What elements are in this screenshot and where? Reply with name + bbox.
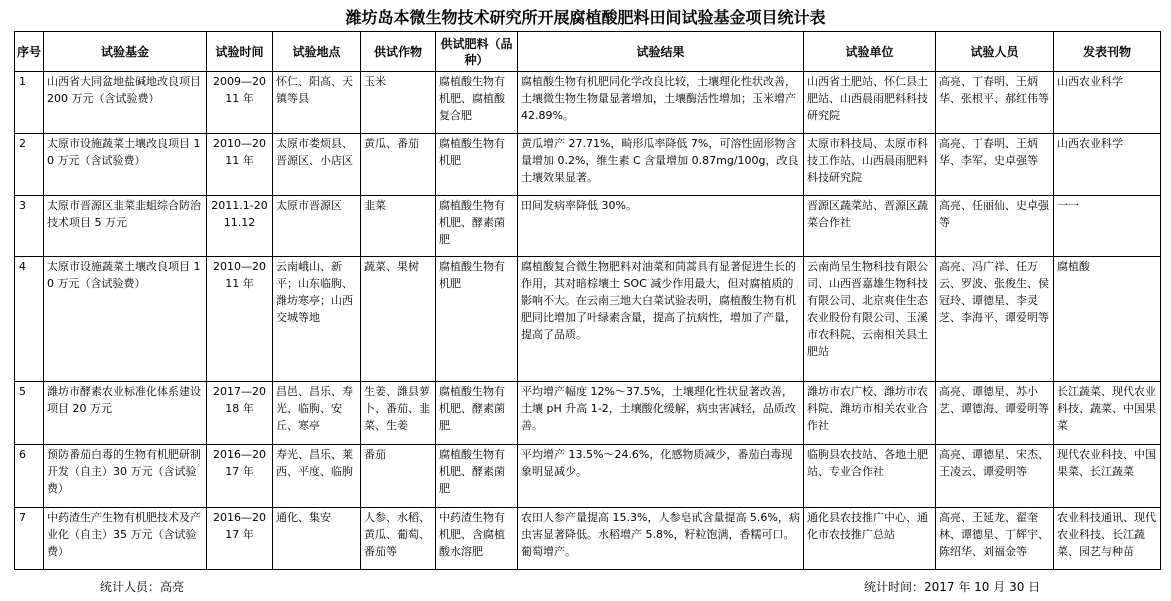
cell-staff: 高亮、谭德星、宋杰、王凌云、谭爱明等: [936, 445, 1054, 508]
header-location: 试验地点: [273, 32, 361, 72]
cell-no: 1: [15, 72, 44, 134]
table-row: [15, 445, 1161, 508]
cell-journal: 农业科技通讯、现代农业科技、长江蔬菜、园艺与种苗: [1054, 508, 1161, 570]
table-row: [15, 134, 1161, 196]
cell-fertilizer: 腐植酸生物有机肥: [436, 134, 518, 196]
header-fund: 试验基金: [44, 32, 207, 72]
header-crop: 供试作物: [361, 32, 436, 72]
header-staff: 试验人员: [936, 32, 1054, 72]
cell-staff: 高亮、冯广祥、任万云、罗波、张俊生、侯冠玲、谭德星、李灵芝、李海平、谭爱明等: [936, 257, 1054, 382]
cell-unit: 山西省土肥站、怀仁县土肥站、山西晨雨肥料科技研究院: [804, 72, 936, 134]
cell-fertilizer: 腐植酸生物有机肥、腐植酸复合肥: [436, 72, 518, 134]
cell-crop: 生姜、潍县萝卜、番茄、韭菜、生姜: [361, 382, 436, 445]
cell-location: 寿光、昌乐、莱西、平度、临朐: [273, 445, 361, 508]
cell-result: 黄瓜增产 27.71%，畸形瓜率降低 7%，可溶性固形物含量增加 0.2%，维生素 C 含量增加 0.87mg/100g，改良土壤效果显著。: [518, 134, 804, 196]
cell-fund: 山西省大同盆地盐碱地改良项目 200 万元（含试验费）: [44, 72, 207, 134]
cell-staff: 高亮、谭德星、苏小艺、谭德海、谭爱明等: [936, 382, 1054, 445]
header-result: 试验结果: [518, 32, 804, 72]
header-journal: 发表刊物: [1054, 32, 1161, 72]
cell-unit: 潍坊市农广校、潍坊市农科院、潍坊市相关农业合作社: [804, 382, 936, 445]
cell-crop: 韭菜: [361, 196, 436, 257]
cell-journal: 山西农业科学: [1054, 134, 1161, 196]
cell-location: 怀仁、阳高、天镇等县: [273, 72, 361, 134]
cell-result: 腐植酸复合微生物肥料对油菜和茼蒿具有显著促进生长的作用，其对暗棕壤土 SOC 减少作用最大，但对腐植质的影响不大。在云南三地大白菜试验表明，腐植酸生物有机肥同比增加了叶绿素含量，提高了抗病性，增加了产量，提高了品质。: [518, 257, 804, 382]
cell-unit: 太原市科技局、太原市科技工作站、山西晨雨肥料科技研究院: [804, 134, 936, 196]
table-row: [15, 72, 1161, 134]
cell-staff: 高亮、王延龙、翟奎林、谭德星、丁辉宇、陈绍华、刘福金等: [936, 508, 1054, 570]
header-no: 序号: [15, 32, 44, 72]
cell-time: 2016—2017 年: [207, 508, 273, 570]
cell-location: 云南峨山、新平；山东临朐、潍坊寒亭；山西交城等地: [273, 257, 361, 382]
cell-journal: 一一: [1054, 196, 1161, 257]
table-row: [15, 382, 1161, 445]
cell-journal: 长江蔬菜、现代农业科技、蔬菜、中国果菜: [1054, 382, 1161, 445]
table-row: [15, 257, 1161, 382]
cell-no: 4: [15, 257, 44, 382]
cell-fund: 中药渣生产生物有机肥技术及产业化（自主）35 万元（含试验费）: [44, 508, 207, 570]
cell-staff: 高亮、丁春明、王炳华、张根平、郝红伟等: [936, 72, 1054, 134]
cell-result: 平均增产 13.5%～24.6%，化感物质减少，番茄白毒现象明显减少。: [518, 445, 804, 508]
cell-no: 6: [15, 445, 44, 508]
cell-fund: 太原市设施蔬菜土壤改良项目 10 万元（含试验费）: [44, 257, 207, 382]
cell-unit: 云南尚呈生物科技有限公司、山西晋嘉雄生物科技有限公司、北京爽佳生态农业股份有限公司、玉溪市农科院、云南相关县土肥站: [804, 257, 936, 382]
cell-fund: 预防番茄白毒的生物有机肥研制开发（自主）30 万元（含试验费）: [44, 445, 207, 508]
cell-location: 昌邑、昌乐、寿光、临朐、安丘、寒亭: [273, 382, 361, 445]
cell-staff: 高亮、丁春明、王炳华、李军、史卓强等: [936, 134, 1054, 196]
table-header-row: [15, 32, 1161, 72]
cell-journal: 腐植酸: [1054, 257, 1161, 382]
cell-time: 2011.1-2011.12: [207, 196, 273, 257]
cell-fertilizer: 中药渣生物有机肥、含腐植酸水溶肥: [436, 508, 518, 570]
cell-journal: 现代农业科技、中国果菜、长江蔬菜: [1054, 445, 1161, 508]
header-fertilizer: 供试肥料（品种）: [436, 32, 518, 72]
cell-result: 平均增产幅度 12%～37.5%，土壤理化性状显著改善，土壤 pH 升高 1-2，土壤酸化缓解，病虫害减轻，品质改善。: [518, 382, 804, 445]
header-unit: 试验单位: [804, 32, 936, 72]
table-row: [15, 196, 1161, 257]
cell-unit: 通化县农技推广中心、通化市农技推广总站: [804, 508, 936, 570]
cell-location: 太原市晋源区: [273, 196, 361, 257]
cell-crop: 玉米: [361, 72, 436, 134]
cell-fertilizer: 腐植酸生物有机肥: [436, 257, 518, 382]
cell-fertilizer: 腐植酸生物有机肥、酵素菌肥: [436, 196, 518, 257]
cell-crop: 蔬菜、果树: [361, 257, 436, 382]
cell-time: 2016—2017 年: [207, 445, 273, 508]
cell-unit: 临朐县农技站、各地土肥站、专业合作社: [804, 445, 936, 508]
cell-location: 太原市娄烦县、晋源区、小店区: [273, 134, 361, 196]
cell-result: 腐植酸生物有机肥同化学改良比较，土壤理化性状改善，土壤微生物生物量显著增加，土壤酶活性增加；玉米增产 42.89%。: [518, 72, 804, 134]
table-row: [15, 508, 1161, 570]
cell-fund: 潍坊市酵素农业标准化体系建设项目 20 万元: [44, 382, 207, 445]
cell-crop: 番茄: [361, 445, 436, 508]
cell-staff: 高亮、任丽仙、史卓强等: [936, 196, 1054, 257]
cell-no: 5: [15, 382, 44, 445]
cell-time: 2010—2011 年: [207, 257, 273, 382]
cell-fund: 太原市晋源区韭菜韭蛆综合防治技术项目 5 万元: [44, 196, 207, 257]
cell-crop: 黄瓜、番茄: [361, 134, 436, 196]
document-title: 潍坊岛本微生物技术研究所开展腐植酸肥料田间试验基金项目统计表: [345, 8, 826, 27]
cell-crop: 人参、水稻、黄瓜、葡萄、番茄等: [361, 508, 436, 570]
header-time: 试验时间: [207, 32, 273, 72]
stat-person: 统计人员：高亮: [100, 580, 185, 594]
cell-time: 2009—2011 年: [207, 72, 273, 134]
cell-unit: 晋源区蔬菜站、晋源区蔬菜合作社: [804, 196, 936, 257]
cell-time: 2010—2011 年: [207, 134, 273, 196]
cell-no: 2: [15, 134, 44, 196]
cell-time: 2017—2018 年: [207, 382, 273, 445]
cell-fertilizer: 腐植酸生物有机肥、酵素菌肥: [436, 445, 518, 508]
cell-result: 田间发病率降低 30%。: [518, 196, 804, 257]
cell-fertilizer: 腐植酸生物有机肥、酵素菌肥: [436, 382, 518, 445]
fund-table: [14, 31, 1161, 570]
cell-result: 农田人参产量提高 15.3%，人参皂甙含量提高 5.6%，病虫害显著降低。水稻增产 5.8%，籽粒饱满，香糯可口。葡萄增产。: [518, 508, 804, 570]
cell-no: 3: [15, 196, 44, 257]
stat-time: 统计时间：2017 年 10 月 30 日: [864, 580, 1041, 594]
cell-journal: 山西农业科学: [1054, 72, 1161, 134]
cell-location: 通化、集安: [273, 508, 361, 570]
cell-fund: 太原市设施蔬菜土壤改良项目 10 万元（含试验费）: [44, 134, 207, 196]
cell-no: 7: [15, 508, 44, 570]
